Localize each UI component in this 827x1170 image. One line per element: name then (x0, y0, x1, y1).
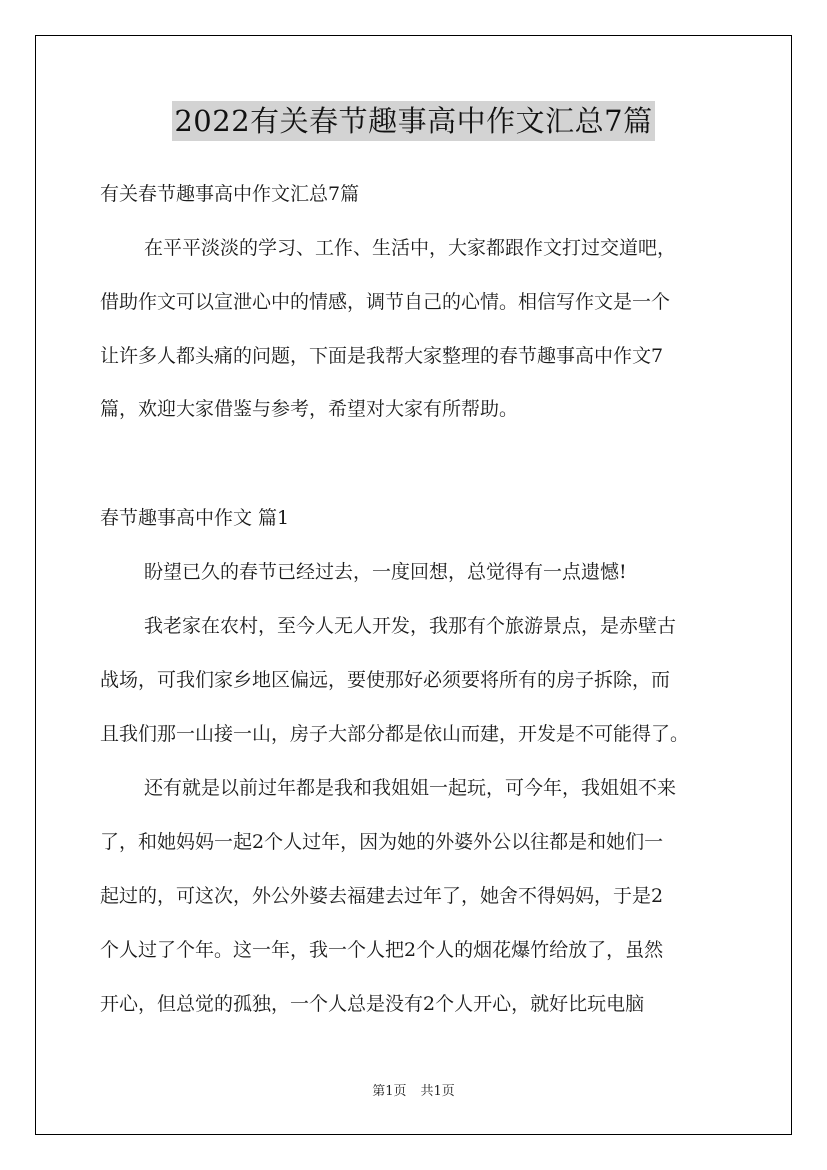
intro-line: 在平平淡淡的学习、工作、生活中，大家都跟作文打过交道吧， (144, 237, 677, 259)
intro-line: 篇，欢迎大家借鉴与参考，希望对大家有所帮助。 (100, 398, 519, 420)
body-line: 我老家在农村，至今人无人开发，我那有个旅游景点，是赤壁古 (144, 615, 677, 637)
page-total: 共1页 (420, 1084, 455, 1099)
body-line: 战场，可我们家乡地区偏远，要使那好必须要将所有的房子拆除，而 (100, 669, 671, 691)
body-line: 起过的，可这次，外公外婆去福建去过年了，她舍不得妈妈，于是2 (100, 885, 664, 907)
body-line: 盼望已久的春节已经过去，一度回想，总觉得有一点遗憾! (144, 561, 627, 583)
page-footer (0, 1083, 827, 1101)
document-title: 2022有关春节趣事高中作文汇总7篇 (172, 101, 654, 141)
body-line: 且我们那一山接一山，房子大部分都是依山而建，开发是不可能得了。 (100, 723, 690, 745)
page-number: 第1页 (372, 1084, 407, 1099)
body-line: 个人过了个年。这一年，我一个人把2个人的烟花爆竹给放了，虽然 (100, 939, 664, 961)
body-line: 开心，但总觉的孤独，一个人总是没有2个人开心，就好比玩电脑 (100, 993, 645, 1015)
document-subtitle: 有关春节趣事高中作文汇总7篇 (100, 183, 360, 205)
section-heading: 春节趣事高中作文 篇1 (100, 507, 290, 529)
intro-line: 让许多人都头痛的问题，下面是我帮大家整理的春节趣事高中作文7 (100, 345, 664, 367)
body-line: 了，和她妈妈一起2个人过年，因为她的外婆外公以往都是和她们一 (100, 831, 664, 853)
body-line: 还有就是以前过年都是我和我姐姐一起玩，可今年，我姐姐不来 (144, 777, 677, 799)
intro-line: 借助作文可以宣泄心中的情感，调节自己的心情。相信写作文是一个 (100, 291, 671, 313)
document-title-container (0, 101, 827, 143)
